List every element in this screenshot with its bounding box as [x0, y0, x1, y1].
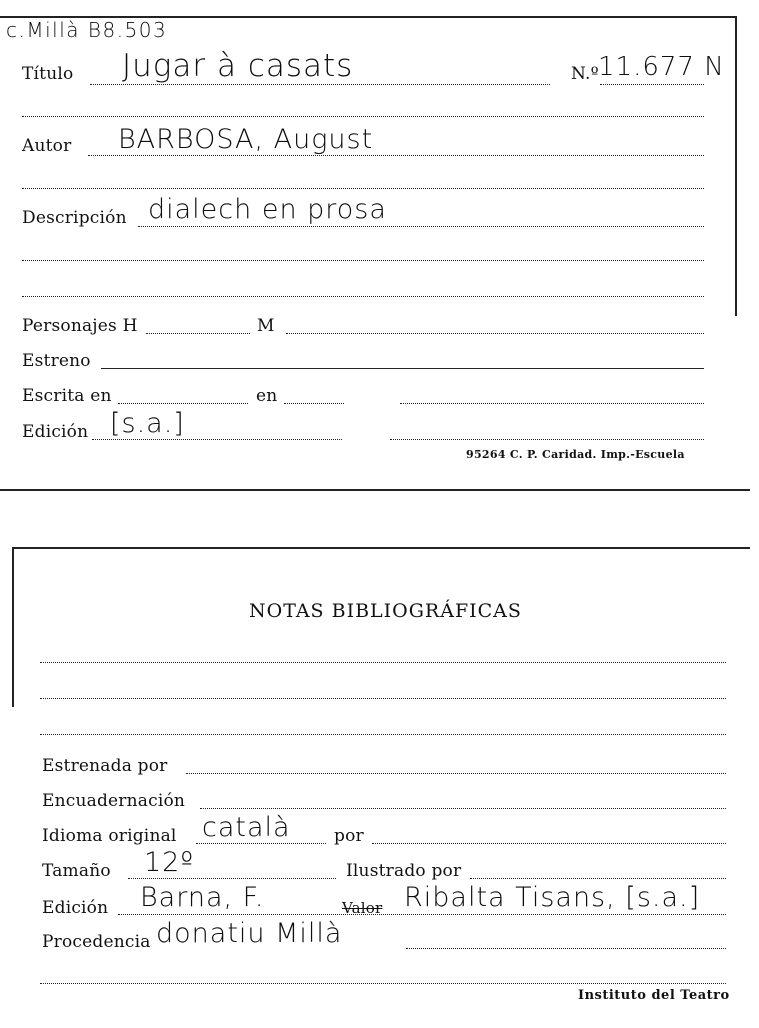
- escrita-label: Escrita en: [22, 386, 112, 406]
- idioma-label: Idioma original: [42, 826, 177, 846]
- notas-line-3: [40, 734, 726, 735]
- idioma-line: [196, 843, 326, 844]
- autor-line: [88, 155, 704, 156]
- descripcion-line-3: [22, 296, 704, 297]
- idioma-value: català: [202, 812, 291, 843]
- numero-value: 11.677 N: [598, 52, 725, 82]
- institute-footer: Instituto del Teatro: [578, 988, 730, 1003]
- numero-label: N.º: [571, 64, 599, 84]
- ilustrado-label: Ilustrado por: [346, 861, 462, 881]
- procedencia-value: donatiu Millà: [156, 918, 343, 949]
- procedencia-line: [406, 948, 726, 949]
- estreno-label: Estreno: [22, 351, 91, 371]
- notas-line-2: [40, 698, 726, 699]
- card-bottom-border: [0, 489, 750, 491]
- estrenada-line: [186, 773, 726, 774]
- back-edicion-label: Edición: [42, 898, 109, 918]
- estrenada-label: Estrenada por: [42, 756, 168, 776]
- titulo-label: Título: [22, 64, 74, 84]
- card-left-border: [12, 547, 14, 707]
- personajes-m-line: [286, 333, 704, 334]
- m-label: M: [257, 316, 275, 336]
- estreno-line: [101, 368, 704, 369]
- notas-heading: NOTAS BIBLIOGRÁFICAS: [249, 600, 522, 622]
- notas-bottom-line: [40, 983, 726, 984]
- printer-imprint: 95264 C. P. Caridad. Imp.-Escuela: [466, 448, 685, 461]
- titulo-line-2: [22, 116, 704, 117]
- card-right-border: [735, 16, 737, 316]
- catalog-card-back: [0, 540, 759, 1028]
- encuadernacion-label: Encuadernación: [42, 791, 186, 811]
- en-line: [284, 403, 344, 404]
- valor-label: Valor: [342, 899, 383, 917]
- por-line: [372, 843, 726, 844]
- descripcion-line-2: [22, 260, 704, 261]
- edicion-label: Edición: [22, 422, 89, 442]
- descripcion-value: dialech en prosa: [148, 194, 387, 225]
- edicion-line-2: [390, 439, 704, 440]
- catalog-card-front: [0, 0, 759, 500]
- tamano-label: Tamaño: [42, 861, 111, 881]
- card-top-border: [12, 547, 750, 549]
- notas-line-1: [40, 662, 726, 663]
- personajes-label: Personajes H: [22, 316, 138, 336]
- tamano-line: [128, 878, 336, 879]
- procedencia-label: Procedencia: [42, 932, 151, 952]
- en-label: en: [256, 386, 278, 406]
- en-line-2: [400, 403, 704, 404]
- back-edicion-value-2: Ribalta Tisans, [s.a.]: [404, 882, 701, 913]
- edicion-value: [s.a.]: [110, 408, 185, 439]
- autor-value: BARBOSA, August: [118, 124, 374, 155]
- escrita-line: [118, 403, 248, 404]
- personajes-h-line: [146, 333, 250, 334]
- por-label: por: [334, 826, 364, 846]
- numero-line: [600, 84, 704, 85]
- call-number: c.Millà B8.503: [6, 18, 168, 42]
- titulo-value: Jugar à casats: [122, 48, 354, 84]
- descripcion-line: [138, 226, 704, 227]
- back-edicion-line: [118, 914, 726, 915]
- ilustrado-line: [470, 878, 726, 879]
- titulo-line: [90, 84, 550, 85]
- encuadernacion-line: [200, 808, 726, 809]
- back-edicion-value-1: Barna, F.: [140, 882, 265, 913]
- edicion-line: [92, 439, 342, 440]
- tamano-value: 12º: [144, 847, 195, 878]
- autor-label: Autor: [22, 136, 72, 156]
- descripcion-label: Descripción: [22, 208, 127, 228]
- autor-line-2: [22, 188, 704, 189]
